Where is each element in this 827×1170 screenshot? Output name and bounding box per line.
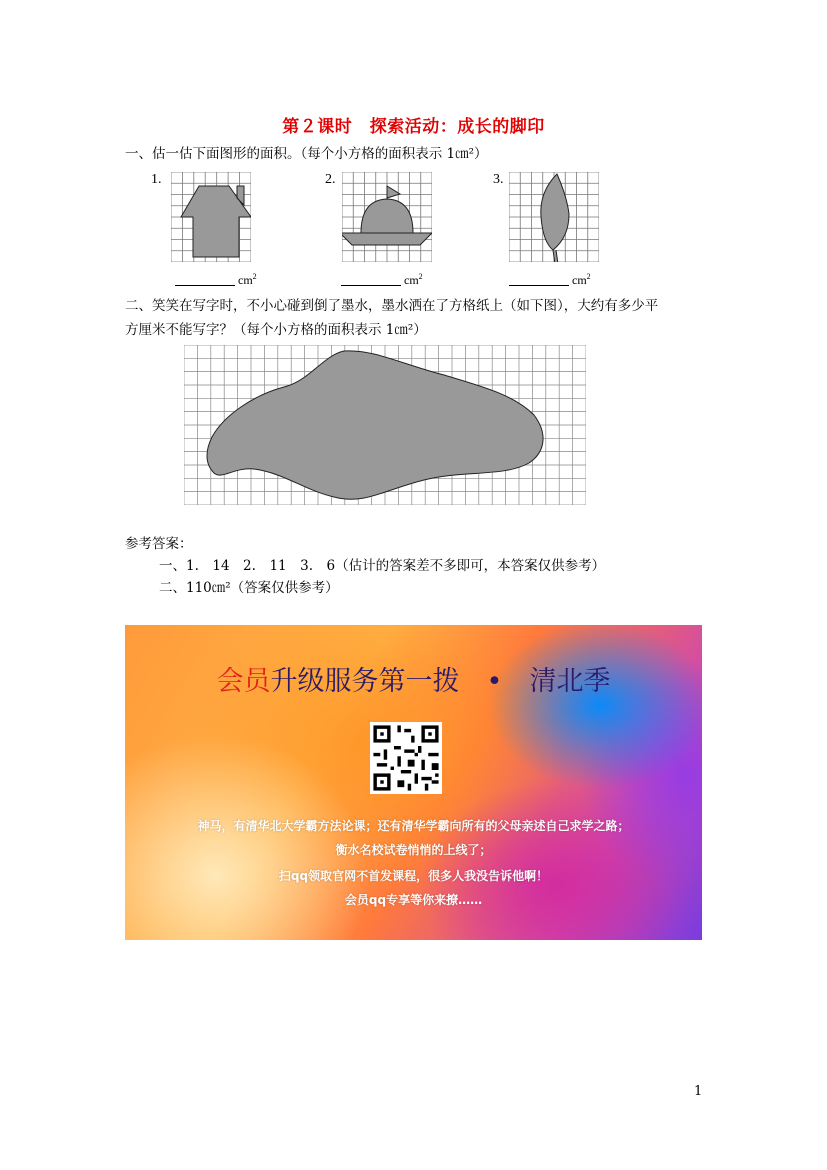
banner-line-3: 扫qq领取官网不首发课程，很多人我没告诉他啊！	[278, 869, 549, 883]
figure-1-answer: $cm^2$	[175, 272, 257, 288]
banner-title: 会员升级服务第一拨 • 清北季	[216, 666, 611, 697]
page-title: 第２课时 探索活动：成长的脚印	[282, 117, 545, 137]
page-number: 1	[694, 1084, 703, 1099]
figure-2-boat-grid	[342, 172, 432, 262]
figure-1-number: 1.	[151, 172, 162, 187]
answer-blank[interactable]	[175, 273, 235, 286]
ink-spill-grid	[184, 345, 586, 505]
answer-1: 一、1. 14 2. 11 3. 6（估计的答案差不多即可，本答案仅供参考）	[159, 558, 606, 574]
qr-code-icon[interactable]	[370, 722, 442, 794]
figure-3-answer: $cm^2$	[509, 272, 591, 288]
figure-2-number: 2.	[325, 172, 336, 187]
figure-2-answer: $cm^2$	[341, 272, 423, 288]
banner-line-1: 神马，有清华北大学霸方法论课；还有清华学霸向所有的父母亲述自己求学之路；	[197, 819, 630, 833]
question-2-line-1: 二、笑笑在写字时，不小心碰到倒了墨水，墨水洒在了方格纸上（如下图），大约有多少平	[125, 298, 659, 314]
question-1-text: 一、估一估下面图形的面积。（每个小方格的面积表示 1㎝²）	[125, 146, 488, 162]
answer-2: 二、110㎝²（答案仅供参考）	[159, 580, 339, 596]
answer-blank[interactable]	[509, 273, 569, 286]
question-2-line-2: 方厘米不能写字？（每个小方格的面积表示 1㎝²）	[125, 322, 427, 338]
figure-1-house-grid	[171, 172, 251, 262]
banner-line-2: 衡水名校试卷悄悄的上线了；	[335, 843, 492, 857]
figure-3-number: 3.	[493, 172, 504, 187]
figure-3-leaf-grid	[509, 172, 599, 262]
answers-heading: 参考答案：	[125, 536, 193, 552]
banner-line-4: 会员qq专享等你来撩……	[344, 893, 483, 907]
answer-blank[interactable]	[341, 273, 401, 286]
promo-banner[interactable]	[125, 625, 702, 940]
